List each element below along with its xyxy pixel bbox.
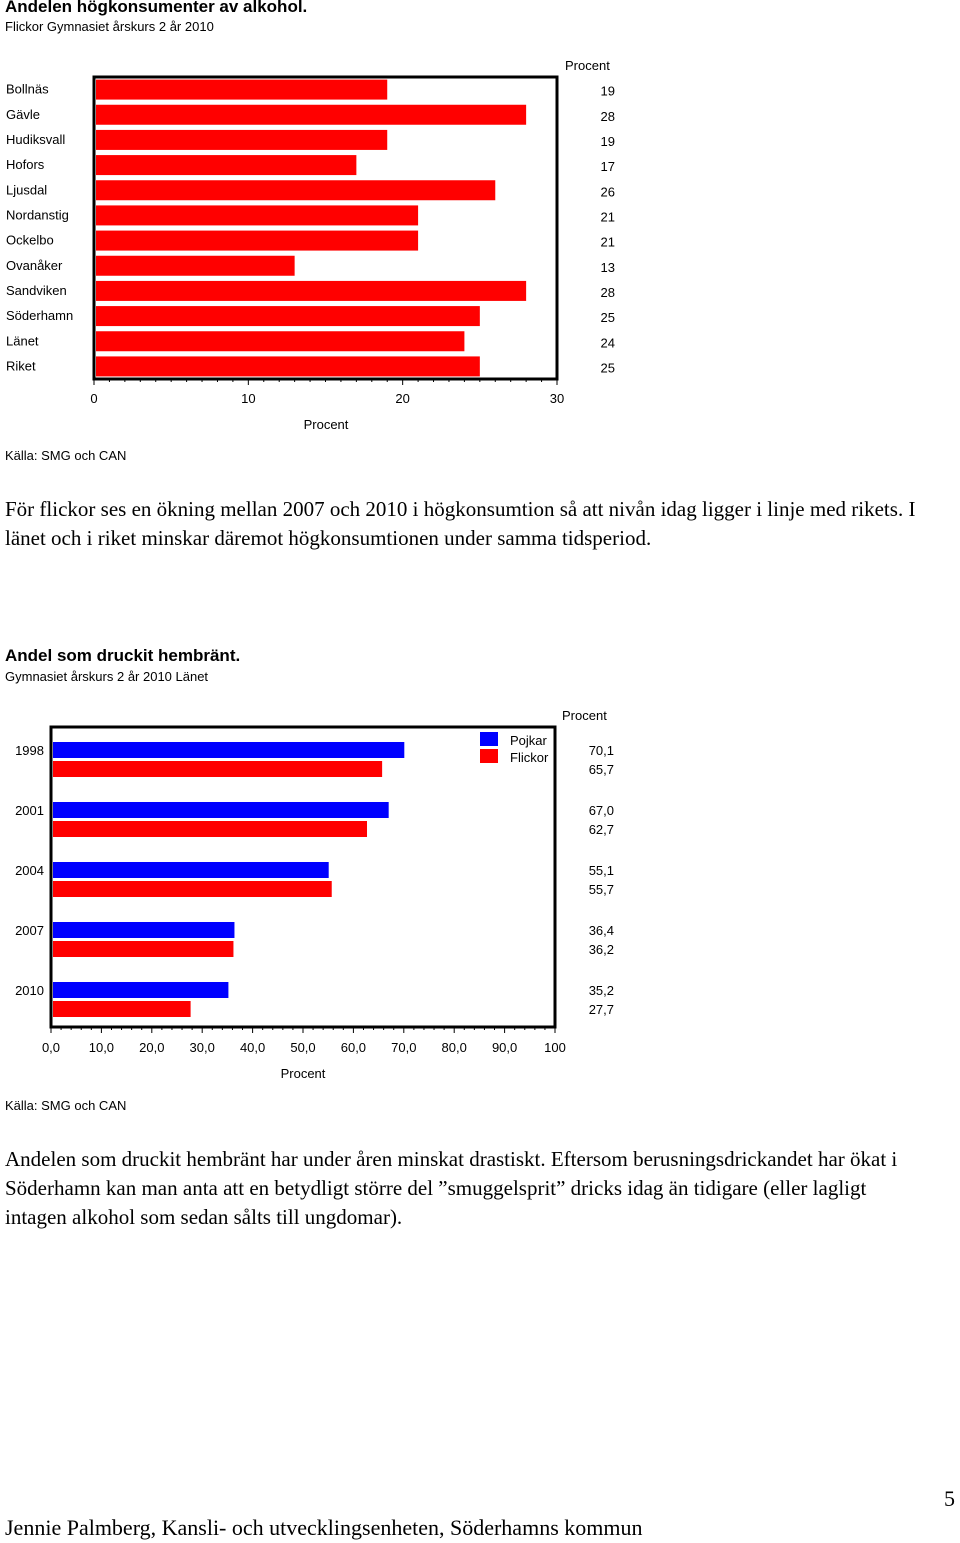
category-label: 1998	[15, 743, 44, 758]
data-label: 19	[600, 133, 615, 149]
data-label: 28	[600, 108, 615, 124]
chart1-source: Källa: SMG och CAN	[5, 448, 127, 463]
data-label: 36,4	[588, 923, 614, 938]
x-tick-label: 60,0	[340, 1040, 367, 1055]
paragraph-2: Andelen som druckit hembränt har under åren minskat drastiskt. Eftersom berusningsdrickandet har ökat i Söderhamn kan man anta att en betydligt större del ”smuggelsprit” dricks idag än tidigare (eller lagligt intagen alkohol som sedan sålts till ungdomar).	[5, 1147, 898, 1229]
category-label: Nordanstig	[6, 207, 69, 223]
category-label: 2004	[15, 863, 44, 878]
bar	[96, 281, 526, 301]
chart2-title: Andel som druckit hembränt.	[5, 646, 241, 665]
paragraph-1: För flickor ses en ökning mellan 2007 och 2010 i högkonsumtion så att nivån idag ligger i linje med rikets. I länet och i riket minskar däremot högkonsumtionen under samma tidsperiod.	[5, 497, 916, 550]
data-label: 21	[600, 234, 615, 250]
bar-flickor	[53, 761, 382, 777]
x-tick-label: 70,0	[391, 1040, 417, 1055]
legend-label: Flickor	[510, 750, 549, 765]
data-label: 19	[600, 83, 615, 99]
legend-swatch	[480, 732, 498, 746]
category-label: Söderhamn	[6, 308, 74, 324]
category-label: Ovanåker	[6, 257, 63, 273]
bar	[96, 80, 387, 100]
data-label: 55,1	[588, 863, 614, 878]
bar-pojkar	[53, 802, 389, 818]
page-number: 5	[944, 1486, 955, 1511]
data-label: 67,0	[588, 803, 614, 818]
x-tick-label: 20,0	[139, 1040, 165, 1055]
category-label: Ockelbo	[6, 232, 54, 248]
chart1-subtitle: Flickor Gymnasiet årskurs 2 år 2010	[5, 19, 214, 34]
category-label: Hofors	[6, 157, 45, 173]
bar-flickor	[53, 881, 332, 897]
x-tick-label: 0,0	[41, 1040, 61, 1055]
category-label: 2007	[15, 923, 44, 938]
bar-flickor	[53, 821, 367, 837]
data-label: 36,2	[588, 942, 614, 957]
category-label: Riket	[6, 358, 36, 374]
data-label: 13	[600, 259, 615, 275]
data-label: 65,7	[588, 762, 614, 777]
bar	[96, 231, 418, 251]
x-tick-label: 20	[395, 391, 410, 406]
x-tick-label: 30,0	[189, 1040, 215, 1055]
value-column-header: Procent	[562, 708, 607, 723]
x-axis-label: Procent	[280, 1066, 326, 1081]
category-label: 2001	[15, 803, 44, 818]
chart2-source: Källa: SMG och CAN	[5, 1098, 127, 1113]
bar	[96, 256, 295, 276]
x-tick-label: 80,0	[441, 1040, 467, 1055]
page-footer: Jennie Palmberg, Kansli- och utvecklingsenheten, Söderhamns kommun	[5, 1515, 643, 1540]
bar-flickor	[53, 1001, 191, 1017]
category-label: Länet	[6, 333, 39, 349]
data-label: 70,1	[588, 743, 614, 758]
category-label: Sandviken	[6, 282, 67, 298]
category-label: Bollnäs	[6, 81, 49, 97]
chart1-plot	[0, 50, 960, 440]
x-tick-label: 50,0	[290, 1040, 316, 1055]
bar	[96, 105, 526, 125]
category-label: Gävle	[6, 106, 40, 122]
x-tick-label: 0	[90, 391, 98, 406]
data-label: 17	[600, 159, 615, 175]
bar-pojkar	[53, 922, 234, 938]
x-tick-label: 10	[241, 391, 256, 406]
x-tick-label: 40,0	[239, 1040, 266, 1055]
x-tick-label: 30	[549, 391, 565, 406]
data-label: 25	[600, 310, 615, 326]
chart2-plot	[0, 700, 960, 1090]
data-label: 26	[600, 184, 615, 200]
x-axis-label: Procent	[303, 417, 349, 432]
data-label: 55,7	[588, 882, 614, 897]
bar	[96, 331, 464, 351]
x-tick-label: 90,0	[491, 1040, 518, 1055]
data-label: 24	[600, 335, 615, 351]
bar	[96, 130, 387, 150]
data-label: 35,2	[588, 983, 614, 998]
bar	[96, 155, 356, 175]
data-label: 25	[600, 360, 615, 376]
bar	[96, 306, 480, 326]
data-label: 21	[600, 209, 615, 225]
chart2-subtitle: Gymnasiet årskurs 2 år 2010 Länet	[5, 669, 209, 684]
data-label: 62,7	[588, 822, 614, 837]
bar-pojkar	[53, 982, 228, 998]
category-label: Hudiksvall	[6, 131, 66, 147]
data-label: 27,7	[588, 1002, 614, 1017]
bar	[96, 205, 418, 225]
bar-pojkar	[53, 742, 404, 758]
bar	[96, 180, 495, 200]
bar-pojkar	[53, 862, 329, 878]
value-column-header: Procent	[565, 58, 610, 73]
legend-swatch	[480, 749, 498, 763]
chart1-title: Andelen högkonsumenter av alkohol.	[5, 0, 308, 16]
x-tick-label: 10,0	[88, 1040, 115, 1055]
bar-flickor	[53, 941, 233, 957]
x-tick-label: 100	[544, 1040, 566, 1055]
category-label: Ljusdal	[6, 182, 48, 198]
legend-label: Pojkar	[510, 733, 547, 748]
category-label: 2010	[15, 983, 44, 998]
data-label: 28	[600, 284, 615, 300]
bar	[96, 356, 480, 376]
